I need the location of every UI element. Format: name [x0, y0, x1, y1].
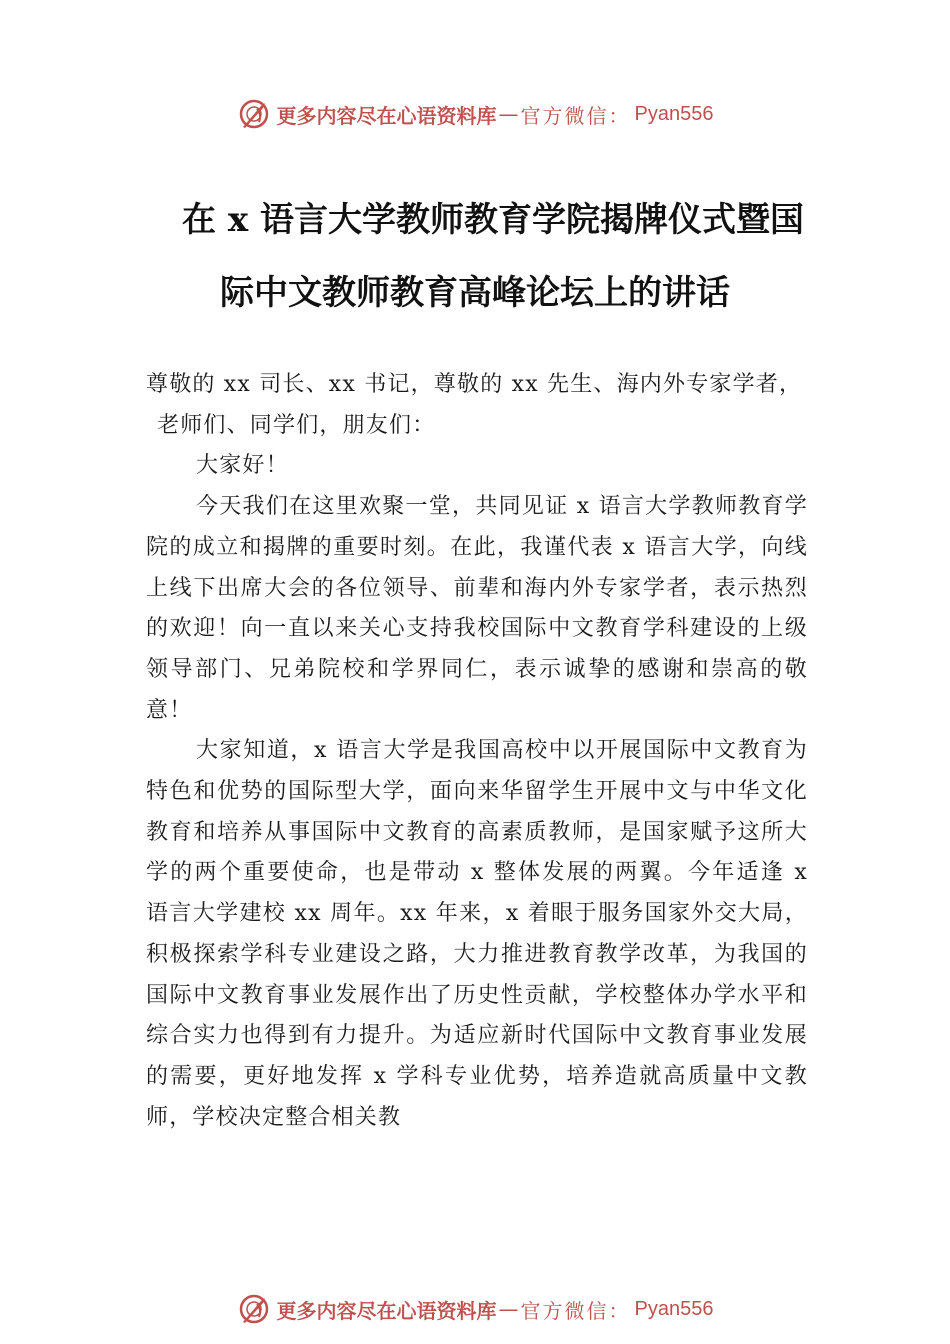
watermark-wechat-label: 官方微信： — [520, 103, 631, 128]
watermark-dash: — — [498, 102, 519, 126]
paragraph-1: 今天我们在这里欢聚一堂，共同见证 x 语言大学教师教育学院的成立和揭牌的重要时刻。在此，我谨代表 x 语言大学，向线上线下出席大会的各位领导、前辈和海内外专家学者，表示热烈的欢迎！向一直以来关心支持我校国际中文教育学科建设的上级领导部门、兄弟院校和学界同仁，表示诚挚的感谢和崇高的敬意！ — [146, 494, 808, 723]
salutation-line-1: 尊敬的 xx 司长、xx 书记，尊敬的 xx 先生、海内外专家学者， — [146, 372, 803, 397]
watermark-brand-text: 更多内容尽在心语资料库 — [276, 1298, 497, 1323]
watermark-handle: Pyan556 — [634, 102, 714, 125]
pen-circle-logo-icon — [237, 1292, 271, 1326]
document-title-line-1: 在 x 语言大学教师教育学院揭牌仪式暨国 — [182, 200, 804, 240]
salutation-line-2: 老师们、同学们，朋友们： — [157, 412, 436, 438]
pen-circle-logo-icon — [237, 97, 271, 131]
watermark-handle: Pyan556 — [634, 1297, 714, 1320]
watermark-brand-text: 更多内容尽在心语资料库 — [276, 103, 497, 128]
watermark-dash: — — [498, 1297, 519, 1321]
watermark-banner-top — [0, 94, 950, 134]
paragraph-2: 大家知道，x 语言大学是我国高校中以开展国际中文教育为特色和优势的国际型大学，面向来华留学生开展中文与中华文化教育和培养从事国际中文教育的高素质教师，是国家赋予这所大学的两个重要使命，也是带动 x 整体发展的两翼。今年适逢 x 语言大学建校 xx 周年。xx 年来，x 着眼于服务国家外交大局，积极探索学科专业建设之路，大力推进教育教学改革，为我国的国际中文教育事业发展作出了历史性贡献，学校整体办学水平和综合实力也得到有力提升。为适应新时代国际中文教育事业发展的需要，更好地发挥 x 学科专业优势，培养造就高质量中文教师，学校决定整合相关教 — [146, 738, 808, 1130]
watermark-wechat-label: 官方微信： — [520, 1298, 631, 1323]
watermark-banner-bottom — [0, 1289, 950, 1329]
document-body — [146, 365, 808, 1138]
salutation — [146, 365, 808, 446]
greeting: 大家好！ — [196, 453, 289, 479]
document-title-line-2: 际中文教师教育高峰论坛上的讲话 — [220, 273, 730, 313]
